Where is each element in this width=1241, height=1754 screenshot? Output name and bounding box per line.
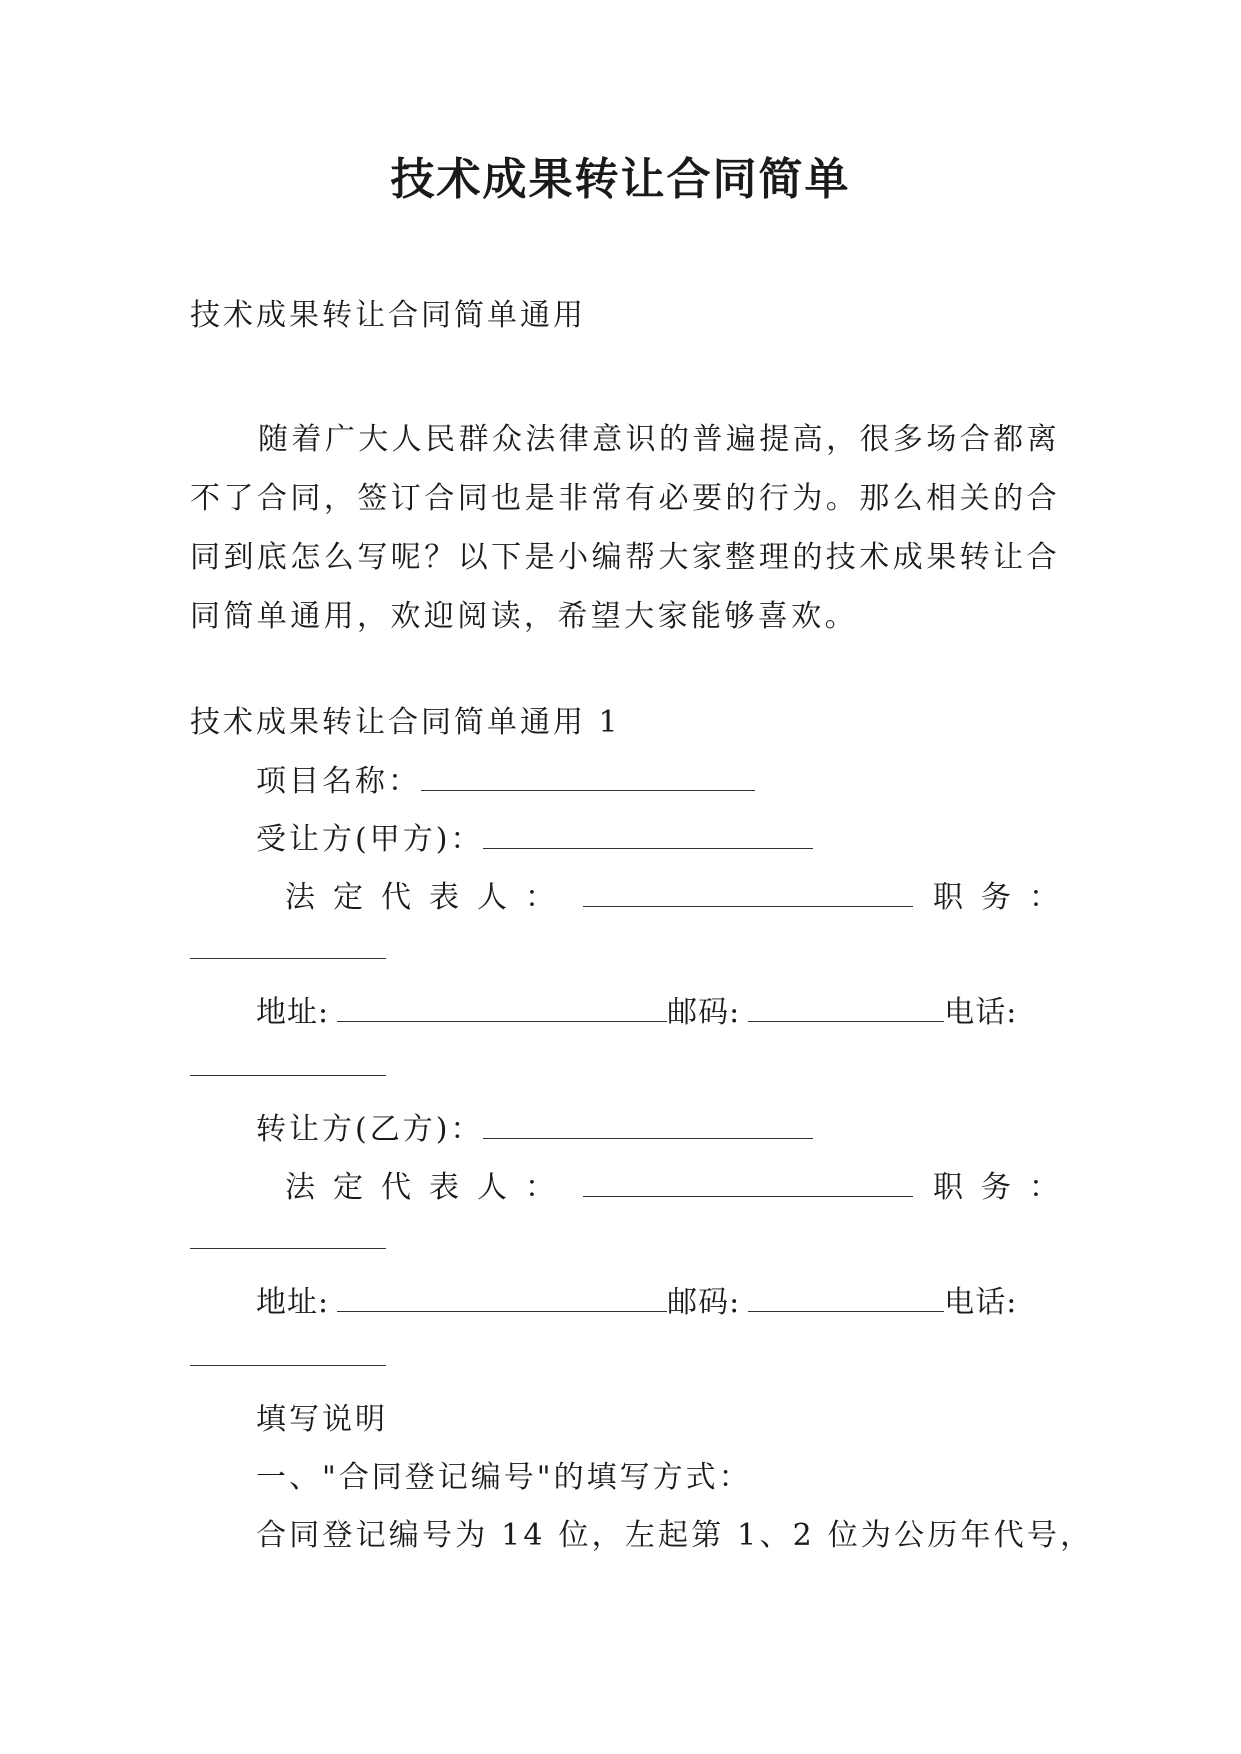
legal-rep-field-b[interactable] [583, 1168, 913, 1197]
position-label: 职务： [933, 880, 1077, 915]
assignee-field[interactable] [483, 820, 813, 849]
project-name-label: 项目名称： [256, 764, 421, 799]
project-name-field[interactable] [421, 762, 755, 791]
fill-instructions-heading: 填写说明 [256, 1402, 388, 1437]
document-title: 技术成果转让合同简单 [390, 154, 851, 205]
assignee-row [256, 820, 813, 860]
address-row-a [256, 993, 1017, 1033]
assignor-label: 转让方(乙方)： [256, 1112, 484, 1147]
phone-label: 电话: [944, 995, 1018, 1030]
assignee-label: 受让方(甲方)： [256, 822, 484, 857]
legal-rep-label: 法定代表人： [285, 880, 573, 915]
item1-heading: 一、"合同登记编号"的填写方式： [256, 1460, 752, 1495]
position-row-a [190, 930, 386, 970]
legal-rep-row-b [285, 1168, 1077, 1208]
postcode-field-a[interactable] [748, 993, 944, 1022]
intro-paragraph: 随着广大人民群众法律意识的普遍提高，很多场合都离不了合同，签订合同也是非常有必要的行为。那么相关的合同到底怎么写呢？以下是小编帮大家整理的技术成果转让合同简单通用，欢迎阅读，希望大家能够喜欢。 [190, 422, 1060, 634]
project-name-row [256, 762, 755, 802]
postcode-label: 邮码: [667, 1285, 741, 1320]
phone-label: 电话: [944, 1285, 1018, 1320]
legal-rep-row-a [285, 878, 1077, 918]
postcode-field-b[interactable] [748, 1283, 944, 1312]
assignor-field[interactable] [483, 1110, 813, 1139]
position-row-b [190, 1220, 386, 1260]
address-field-b[interactable] [337, 1283, 667, 1312]
document-subtitle: 技术成果转让合同简单通用 [190, 298, 586, 333]
phone-field-a[interactable] [190, 1047, 386, 1076]
phone-field-b[interactable] [190, 1337, 386, 1366]
position-label: 职务： [933, 1170, 1077, 1205]
address-label: 地址: [256, 1285, 330, 1320]
assignor-row [256, 1110, 813, 1150]
legal-rep-label: 法定代表人： [285, 1170, 573, 1205]
phone-row-a [190, 1047, 386, 1087]
address-row-b [256, 1283, 1017, 1323]
phone-row-b [190, 1337, 386, 1377]
item1-text: 合同登记编号为 14 位，左起第 1、2 位为公历年代号， [256, 1518, 1094, 1553]
address-label: 地址: [256, 995, 330, 1030]
legal-rep-field-a[interactable] [583, 878, 913, 907]
postcode-label: 邮码: [667, 995, 741, 1030]
section-heading: 技术成果转让合同简单通用 1 [190, 705, 621, 740]
address-field-a[interactable] [337, 993, 667, 1022]
position-field-a[interactable] [190, 930, 386, 959]
position-field-b[interactable] [190, 1220, 386, 1249]
